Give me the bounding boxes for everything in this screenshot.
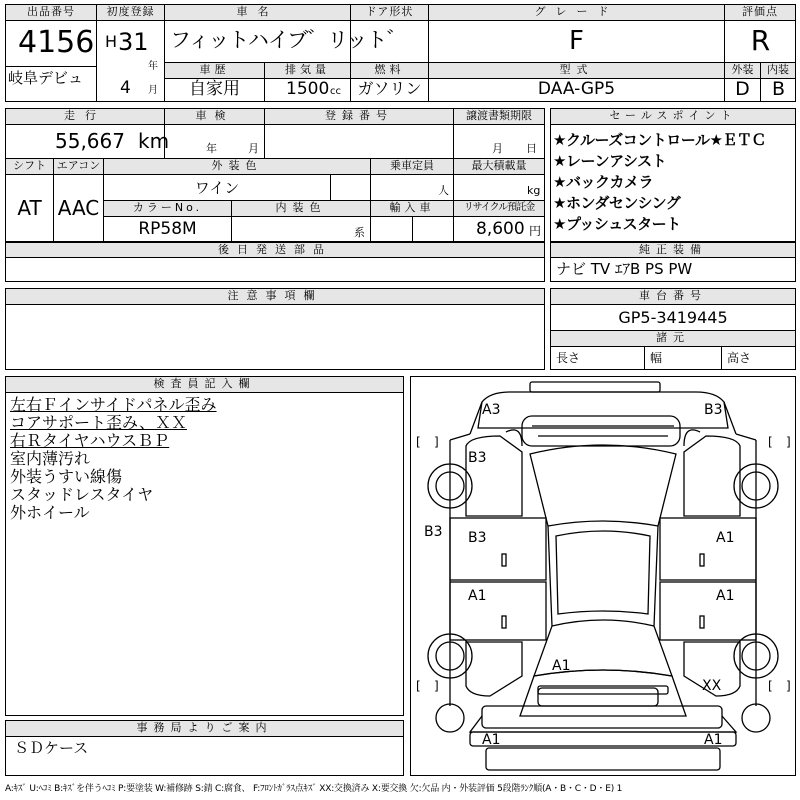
inspector-notes bbox=[10, 396, 400, 522]
inspector-note-line: 室内薄汚れ bbox=[10, 449, 91, 468]
mileage-label: 走行 bbox=[6, 109, 164, 124]
interior-label: 内装 bbox=[761, 63, 795, 78]
lot-label: 出品番号 bbox=[6, 5, 96, 20]
load-label: 最大積載量 bbox=[454, 159, 544, 174]
recycle-unit: 円 bbox=[529, 224, 542, 238]
bracket-left-front-close: ] bbox=[434, 435, 439, 449]
inspector-note-line: 外ホイール bbox=[10, 503, 90, 522]
equipment-value: ナビ TV ｴｱB PS PW bbox=[556, 260, 693, 278]
office-text: ＳＤケース bbox=[14, 739, 89, 757]
mark-rear-right: A1 bbox=[704, 732, 723, 748]
model-value: DAA-GP5 bbox=[537, 79, 616, 99]
mark-rear-glass: A1 bbox=[552, 658, 571, 674]
displacement-label: 排気量 bbox=[265, 63, 350, 78]
later-parts-label: 後日発送部品 bbox=[6, 243, 544, 257]
int-color-unit: 系 bbox=[354, 226, 365, 239]
car-name: フィットハイブ゛リット゛ bbox=[170, 28, 407, 52]
grade-value: F bbox=[569, 26, 584, 56]
color-label: 外装色 bbox=[104, 159, 370, 174]
month-unit: 月 bbox=[148, 85, 158, 96]
inspection-month-unit: 月 bbox=[248, 142, 259, 155]
bracket-left-rear-open: [ bbox=[416, 679, 421, 693]
mark-right-rear-door: A1 bbox=[716, 588, 735, 604]
dims-length: 長さ bbox=[556, 351, 581, 365]
int-color-label: 内装色 bbox=[232, 201, 370, 216]
sales-point-item: ★クルーズコントロール★ＥＴＣ bbox=[553, 131, 766, 149]
mark-front-left: A3 bbox=[482, 402, 501, 418]
reg-no-label: 登録番号 bbox=[265, 109, 453, 124]
score-value: R bbox=[750, 24, 771, 57]
transfer-day-unit: 日 bbox=[526, 142, 537, 155]
bracket-left-rear-close: ] bbox=[434, 679, 439, 693]
fuel-label: 燃料 bbox=[351, 63, 428, 78]
displacement-value: 1500 bbox=[286, 79, 330, 99]
inspector-note-line: コアサポート歪み、ＸＸ bbox=[10, 413, 187, 432]
car-name-label: 車名 bbox=[165, 5, 350, 20]
transfer-label: 譲渡書類期限 bbox=[454, 109, 544, 124]
mark-right-rear-fender: XX bbox=[702, 678, 722, 694]
ac-label: エアコン bbox=[54, 159, 103, 174]
sales-point-item: ★レーンアシスト bbox=[553, 152, 667, 170]
inspection-year-unit: 年 bbox=[206, 142, 217, 155]
mark-left-front-door: B3 bbox=[468, 530, 487, 546]
ac-value: AAC bbox=[57, 196, 100, 220]
door-label: ドア形状 bbox=[351, 5, 428, 20]
equipment-label: 純正装備 bbox=[551, 243, 795, 257]
mileage-unit: km bbox=[138, 129, 170, 153]
color-no-label: カラーNo. bbox=[104, 201, 231, 216]
grade-label: グレード bbox=[429, 5, 724, 20]
sales-point-item: ★プッシュスタート bbox=[553, 215, 681, 233]
reg-month: 4 bbox=[120, 78, 131, 98]
reg-year: 31 bbox=[118, 28, 149, 56]
score-label: 評価点 bbox=[725, 5, 795, 20]
recycle-label: リサイクル預託金 bbox=[454, 201, 544, 216]
sales-point-item: ★ホンダセンシング bbox=[553, 194, 681, 212]
bracket-right-rear-close: ] bbox=[786, 679, 791, 693]
transfer-month-unit: 月 bbox=[492, 142, 503, 155]
interior-grade: B bbox=[771, 78, 786, 100]
fuel-value: ガソリン bbox=[357, 79, 422, 98]
color-value: ワイン bbox=[194, 179, 240, 197]
mark-rear-left: A1 bbox=[482, 732, 501, 748]
capacity-unit: 人 bbox=[438, 184, 449, 197]
bracket-right-rear-open: [ bbox=[768, 679, 773, 693]
year-unit: 年 bbox=[148, 61, 158, 72]
debut-badge: 岐阜デビュ bbox=[8, 69, 84, 87]
sales-points-list bbox=[553, 130, 796, 235]
mark-left-rear-door: A1 bbox=[468, 588, 487, 604]
displacement-unit: cc bbox=[330, 86, 341, 97]
bracket-right-front-close: ] bbox=[786, 435, 791, 449]
recycle-value: 8,600 bbox=[476, 219, 525, 239]
mileage-value: 55,667 bbox=[55, 129, 125, 153]
office-label: 事務局よりご案内 bbox=[6, 721, 403, 736]
inspector-label: 検査員記入欄 bbox=[6, 377, 403, 392]
first-reg-label: 初度登録 bbox=[97, 5, 164, 20]
dims-height: 高さ bbox=[727, 351, 752, 365]
exterior-label: 外装 bbox=[725, 63, 760, 78]
history-value: 自家用 bbox=[189, 79, 240, 99]
mark-front-right: B3 bbox=[704, 402, 723, 418]
exterior-grade: D bbox=[735, 78, 750, 100]
car-damage-diagram bbox=[410, 376, 796, 776]
inspector-note-line: 右ＲタイヤハウスＢＰ bbox=[10, 431, 170, 450]
sales-points-label: セールスポイント bbox=[551, 109, 795, 124]
model-label: 型式 bbox=[429, 63, 724, 78]
inspector-note-line: 左右Ｆインサイドパネル歪み bbox=[10, 395, 217, 414]
import-label: 輸入車 bbox=[371, 201, 453, 216]
color-no-value: RP58M bbox=[138, 219, 197, 239]
capacity-label: 乗車定員 bbox=[371, 159, 453, 174]
shift-label: シフト bbox=[6, 159, 53, 174]
sales-point-item: ★バックカメラ bbox=[553, 173, 653, 191]
inspector-note-line: 外装うすい線傷 bbox=[10, 467, 123, 486]
load-unit: kg bbox=[527, 184, 541, 197]
history-label: 車歴 bbox=[165, 63, 264, 78]
dims-width: 幅 bbox=[650, 351, 663, 365]
shift-value: AT bbox=[17, 196, 42, 220]
caution-label: 注意事項欄 bbox=[6, 289, 544, 304]
bracket-right-front-open: [ bbox=[768, 435, 773, 449]
inspection-label: 車検 bbox=[165, 109, 264, 124]
chassis-label: 車台番号 bbox=[551, 289, 795, 304]
bracket-left-front-open: [ bbox=[416, 435, 421, 449]
chassis-number: GP5-3419445 bbox=[618, 308, 728, 327]
mark-left-rocker: B3 bbox=[424, 524, 443, 540]
era: H bbox=[105, 32, 118, 51]
dims-label: 諸元 bbox=[551, 331, 795, 346]
mark-left-front-fender: B3 bbox=[468, 450, 487, 466]
mark-right-front-door: A1 bbox=[716, 530, 735, 546]
damage-legend: A:ｷｽﾞ U:ﾍｺﾐ B:ｷｽﾞを伴うﾍｺﾐ P:要塗装 W:補修跡 S:錆 C:腐食、 F:ﾌﾛﾝﾄｶﾞﾗｽ点ｷｽﾞ XX:交換済み X:要交換 欠:欠品 内・外装評価 5段階ﾗﾝｸ順(A・B・C・D・E) 1 bbox=[5, 784, 623, 794]
lot-number: 4156 bbox=[18, 25, 95, 60]
inspector-note-line: スタッドレスタイヤ bbox=[10, 485, 154, 504]
